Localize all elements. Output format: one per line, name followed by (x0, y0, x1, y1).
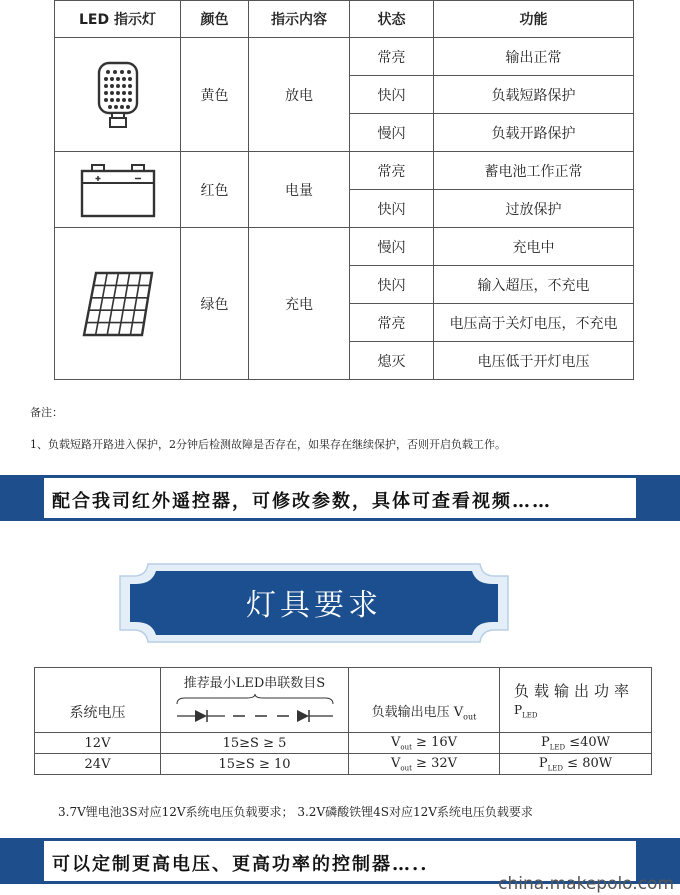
table-header-row (35, 668, 652, 733)
function-cell: 电压高于关灯电压，不充电 (434, 304, 634, 342)
vout-symbol: V (390, 734, 401, 750)
led-string-diagram-icon (175, 694, 335, 728)
table-header-row (55, 1, 634, 38)
power-symbol: P (538, 755, 548, 771)
voltage-cell: 12V (35, 733, 161, 754)
output-voltage-label: 负载输出电压 V (371, 705, 464, 721)
content-cell: 放电 (249, 38, 350, 152)
power-cell (500, 733, 652, 754)
state-cell: 慢闪 (350, 228, 434, 266)
function-cell: 负载短路保护 (434, 76, 634, 114)
output-voltage-subscript: out (463, 713, 477, 722)
battery-cell (55, 152, 181, 228)
band-middle (44, 475, 636, 521)
solar-panel-cell (55, 228, 181, 380)
lamp-requirement-table (34, 667, 652, 775)
table-row (55, 38, 634, 76)
power-symbol: P (540, 734, 550, 750)
vout-value: ≥ 32V (411, 755, 458, 771)
vout-value: ≥ 16V (411, 734, 458, 750)
color-cell: 绿色 (181, 228, 249, 380)
col-header-function: 功能 (434, 1, 634, 38)
col-header-system-voltage (35, 668, 161, 733)
table-row (55, 152, 634, 190)
led-count-label: 推荐最小LED串联数目S (183, 676, 326, 691)
color-cell: 红色 (181, 152, 249, 228)
function-cell: 充电中 (434, 228, 634, 266)
power-subscript: LED (522, 711, 538, 720)
power-cell (500, 754, 652, 775)
led-lamp-cell (55, 38, 181, 152)
state-cell: 快闪 (350, 190, 434, 228)
notes-line: 1、负载短路开路进入保护，2分钟后检测故障是否存在，如果存在继续保护，否则开启负载工作。 (30, 438, 506, 451)
power-subscript: LED (549, 743, 566, 752)
band-right-accent (636, 475, 680, 521)
color-cell: 黄色 (181, 38, 249, 152)
state-cell: 常亮 (350, 38, 434, 76)
function-cell: 蓄电池工作正常 (434, 152, 634, 190)
col-header-output-voltage (349, 668, 500, 733)
state-cell: 常亮 (350, 304, 434, 342)
state-cell: 快闪 (350, 76, 434, 114)
battery-icon (80, 162, 156, 218)
vout-subscript: out (400, 764, 412, 773)
vout-cell (349, 733, 500, 754)
state-cell: 常亮 (350, 152, 434, 190)
function-cell: 电压低于开灯电压 (434, 342, 634, 380)
site-watermark: china.makepolo.com (498, 874, 674, 894)
function-cell: 过放保护 (434, 190, 634, 228)
banner-title: 灯具要求 (246, 588, 382, 623)
table-row (35, 754, 652, 775)
function-cell: 负载开路保护 (434, 114, 634, 152)
custom-controller-text: 可以定制更高电压、更高功率的控制器….. (52, 854, 429, 875)
led-lamp-icon (96, 61, 140, 129)
col-header-color: 颜色 (181, 1, 249, 38)
vout-subscript: out (400, 743, 412, 752)
state-cell: 快闪 (350, 266, 434, 304)
power-value: ≤40W (565, 734, 611, 750)
band-left-accent (0, 838, 44, 884)
content-cell: 电量 (249, 152, 350, 228)
col-header-power (500, 668, 652, 733)
function-cell: 输入超压，不充电 (434, 266, 634, 304)
battery-requirement-note: 3.7V锂电池3S对应12V系统电压负载要求； 3.2V磷酸铁锂4S对应12V系统电压负载要求 (58, 805, 533, 819)
remote-control-band (0, 475, 680, 521)
remote-control-text: 配合我司红外遥控器，可修改参数，具体可查看视频…… (52, 491, 552, 512)
col-header-led: LED 指示灯 (55, 1, 181, 38)
count-cell: 15≥S ≥ 10 (161, 754, 349, 775)
count-cell: 15≥S ≥ 5 (161, 733, 349, 754)
solar-panel-icon (80, 269, 156, 339)
voltage-cell: 24V (35, 754, 161, 775)
section-banner (118, 562, 510, 644)
vout-cell (349, 754, 500, 775)
power-value: ≤ 80W (563, 755, 613, 771)
content-cell: 充电 (249, 228, 350, 380)
state-cell: 慢闪 (350, 114, 434, 152)
power-label: 负载输出功率 (514, 682, 635, 701)
table-row (55, 228, 634, 266)
col-header-content: 指示内容 (249, 1, 350, 38)
vout-symbol: V (390, 755, 401, 771)
led-indicator-table (54, 0, 634, 380)
band-left-accent (0, 475, 44, 521)
power-symbol: P (514, 703, 523, 718)
function-cell: 输出正常 (434, 38, 634, 76)
notes-title: 备注： (30, 406, 63, 419)
state-cell: 熄灭 (350, 342, 434, 380)
col-header-state: 状态 (350, 1, 434, 38)
table-row (35, 733, 652, 754)
power-subscript: LED (547, 764, 564, 773)
system-voltage-label: 系统电压 (69, 705, 126, 721)
col-header-led-count (161, 668, 349, 733)
